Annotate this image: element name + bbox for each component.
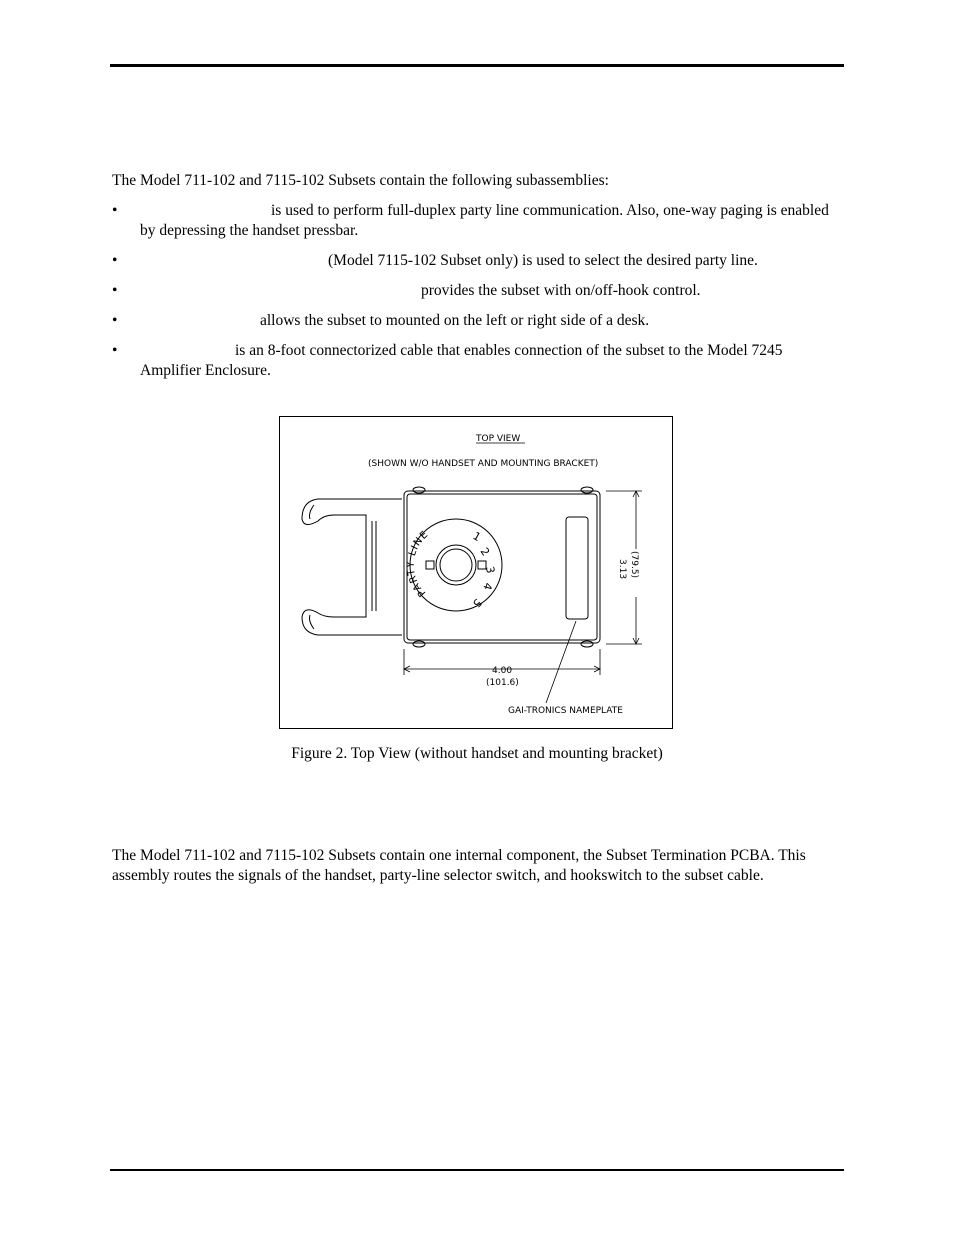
bullet-icon: • xyxy=(112,342,118,359)
party-line-selector xyxy=(406,519,502,611)
dial-position: 3 xyxy=(483,565,498,575)
figure-caption: Figure 2. Top View (without handset and mounting bracket) xyxy=(291,745,663,762)
dial-position: 5 xyxy=(469,595,485,611)
height-dimension: 3.13 xyxy=(617,559,627,580)
bullet-icon: • xyxy=(112,282,118,299)
bullet-icon: • xyxy=(112,312,118,329)
width-dimension: 4.00 xyxy=(492,666,513,676)
handle-shape xyxy=(302,499,402,635)
nameplate-shape xyxy=(566,517,588,619)
dial-position: 4 xyxy=(480,581,495,592)
figure-title: TOP VIEW xyxy=(476,434,521,444)
intro-paragraph: The Model 711-102 and 7115-102 Subsets contain the following subassemblies: xyxy=(112,172,609,189)
figure-subtitle: (SHOWN W/O HANDSET AND MOUNTING BRACKET) xyxy=(368,459,599,469)
nameplate-label: GAI-TRONICS NAMEPLATE xyxy=(508,706,623,716)
internal-component-paragraph: The Model 711-102 and 7115-102 Subsets contain one internal component, the Subset Termination PCBA. This assembly routes the signals of the handset, party-line selector switch, and hookswitch to the subset cable. xyxy=(112,847,806,884)
footer-rule xyxy=(110,1169,844,1171)
top-view-drawing xyxy=(280,417,674,730)
dial-position: 1 xyxy=(470,529,484,545)
bullet-text: provides the subset with on/off-hook control. xyxy=(421,282,701,299)
bullet-text: is used to perform full-duplex party line communication. Also, one-way paging is enabled by depressing the handset pressbar. xyxy=(140,202,829,239)
height-dimension-mm: (79.5) xyxy=(629,551,639,579)
dial-position: 2 xyxy=(477,545,493,559)
width-dimension-mm: (101.6) xyxy=(486,678,519,688)
bullet-text: is an 8-foot connectorized cable that enables connection of the subset to the Model 7245 Amplifier Enclosure. xyxy=(140,342,783,379)
list-item xyxy=(112,201,844,241)
list-item xyxy=(112,281,844,301)
figure-top-view xyxy=(279,416,673,729)
list-item xyxy=(112,341,844,381)
bullet-icon: • xyxy=(112,252,118,269)
bullet-text: allows the subset to mounted on the left or right side of a desk. xyxy=(260,312,650,329)
list-item xyxy=(112,251,844,271)
bullet-icon: • xyxy=(112,202,118,219)
list-item xyxy=(112,311,844,331)
header-rule xyxy=(110,64,844,67)
subassembly-list xyxy=(112,201,844,391)
dial-label: PARTY LINE xyxy=(405,528,431,599)
bullet-text: (Model 7115-102 Subset only) is used to select the desired party line. xyxy=(328,252,758,269)
